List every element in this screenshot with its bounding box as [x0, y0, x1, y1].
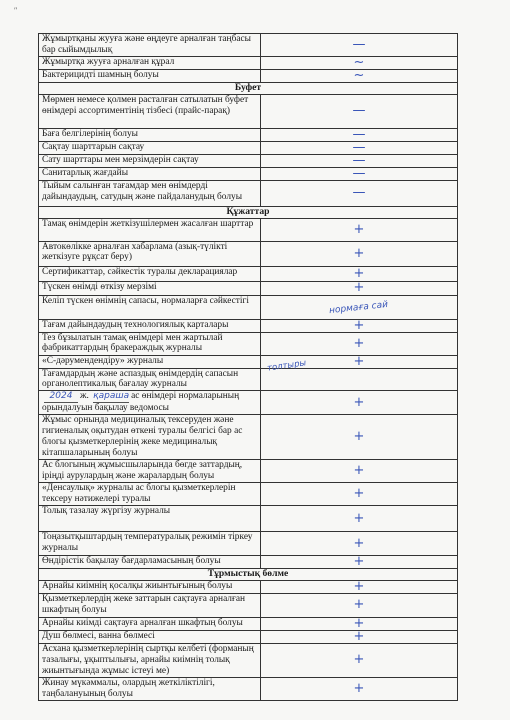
- answer-cell: [261, 319, 458, 332]
- answer-cell: [261, 332, 458, 355]
- requirement-cell: Жұмыртқаны жууға және өңдеуге арналған таңбасы бар сыйымдылық: [39, 34, 261, 57]
- requirement-cell: Тыйым салынған тағамдар мен өнімдерді дайындаудың, сатудың және пайдаланудың болуы: [39, 180, 261, 206]
- checklist-row: [39, 128, 458, 141]
- answer-cell: [261, 266, 458, 281]
- dash-mark: —: [352, 152, 366, 168]
- checklist-table: [38, 33, 458, 701]
- plus-mark: +: [353, 221, 365, 237]
- checklist-row: [39, 677, 458, 700]
- checklist-row: [39, 332, 458, 355]
- answer-cell: [261, 34, 458, 57]
- plus-mark: +: [353, 486, 365, 502]
- answer-cell: [261, 483, 458, 506]
- requirement-cell: Тоңазытқыштардың температуралық режимін тіркеу журналы: [39, 532, 261, 556]
- plus-mark: +: [353, 510, 365, 526]
- plus-mark: +: [353, 463, 365, 479]
- requirement-cell: Сақтау шарттарын сақтау: [39, 141, 261, 154]
- checklist-row: [39, 460, 458, 483]
- requirement-text: ж.: [80, 391, 89, 402]
- answer-cell: [261, 94, 458, 128]
- section-title: Тұрмыстық бөлме: [39, 569, 458, 581]
- plus-mark: +: [353, 317, 365, 333]
- dash-mark: —: [352, 103, 366, 119]
- requirement-cell: Толық тазалау жүргізу журналы: [39, 506, 261, 532]
- requirement-cell: Тағам дайындаудың технологиялық карталары: [39, 319, 261, 332]
- requirement-cell: Бактерицидті шамның болуы: [39, 70, 261, 83]
- dash-mark: —: [352, 126, 366, 142]
- plus-mark: +: [353, 245, 365, 261]
- answer-cell: [261, 281, 458, 295]
- answer-cell: [261, 241, 458, 266]
- checklist-row: [39, 154, 458, 167]
- handwritten-month: қараша: [93, 391, 130, 402]
- answer-cell: [261, 593, 458, 617]
- answer-cell: [261, 630, 458, 643]
- answer-cell: [261, 643, 458, 677]
- fill-in-blank: [44, 391, 78, 403]
- requirement-cell: Арнайы киімді сақтауға арналған шкафтың болуы: [39, 617, 261, 630]
- checklist-row: [39, 556, 458, 569]
- checklist-row: [39, 532, 458, 556]
- checklist-row: [39, 580, 458, 593]
- handwritten-note: толтыры: [266, 357, 307, 374]
- requirement-cell: Автокөлікке арналған хабарлама (азық-түлікті жеткізуге рұқсат беру): [39, 241, 261, 266]
- requirement-cell: Қызметкерлердің жеке заттарын сақтауға арналған шкафтың болуы: [39, 593, 261, 617]
- plus-mark: +: [353, 628, 365, 644]
- answer-cell: [261, 415, 458, 460]
- requirement-cell: Келіп түскен өнімнің сапасы, нормаларға сәйкестігі: [39, 295, 261, 319]
- checklist-row: [39, 167, 458, 180]
- checklist-row: [39, 180, 458, 206]
- requirement-cell: Өндірістік бақылау бағдарламасының болуы: [39, 556, 261, 569]
- answer-cell: [261, 460, 458, 483]
- handwritten-note: нормаға сай: [329, 299, 389, 316]
- checklist-body: [39, 34, 458, 701]
- requirement-cell: Жұмыртқа жууға арналған құрал: [39, 57, 261, 70]
- answer-cell: [261, 167, 458, 180]
- dash-mark: —: [352, 139, 366, 155]
- section-title: Буфет: [39, 83, 458, 95]
- checklist-row: [39, 94, 458, 128]
- requirement-cell: Тамақ өнімдерін жеткізушілермен жасалған шарттар: [39, 218, 261, 241]
- requirement-cell: Тағамдардың және аспаздық өнімдердің сапасын органолептикалық бағалау журналы: [39, 368, 261, 391]
- answer-cell: [261, 506, 458, 532]
- answer-cell: [261, 218, 458, 241]
- answer-cell: [261, 580, 458, 593]
- requirement-cell: Жұмыс орнында медициналық тексеруден және гигиеналық оқытудан өткені туралы белгісі бар ас блогы қызметкерлерінің жеке медициналық кітапшаларының болуы: [39, 415, 261, 460]
- plus-mark: +: [353, 597, 365, 613]
- checklist-row: [39, 141, 458, 154]
- plus-mark: +: [353, 280, 365, 296]
- checklist-row: [39, 57, 458, 70]
- requirement-cell: Душ бөлмесі, ванна бөлмесі: [39, 630, 261, 643]
- checklist-row: [39, 34, 458, 57]
- section-header: [39, 83, 458, 95]
- answer-cell: [261, 556, 458, 569]
- checklist-row: [39, 70, 458, 83]
- dash-mark: ~: [353, 68, 365, 83]
- requirement-cell: Сату шарттары мен мерзімдерін сақтау: [39, 154, 261, 167]
- requirement-cell: Сертификаттар, сәйкестік туралы декларациялар: [39, 266, 261, 281]
- checklist-row: [39, 241, 458, 266]
- requirement-cell: «С-дәрумендендіру» журналы: [39, 355, 261, 368]
- dash-mark: ~: [353, 55, 365, 70]
- answer-cell: [261, 357, 458, 391]
- requirement-cell: Түскен өнімді өткізу мерзімі: [39, 281, 261, 295]
- section-title: Құжаттар: [39, 206, 458, 218]
- requirement-cell: Санитарлық жағдайы: [39, 167, 261, 180]
- answer-cell: [261, 295, 458, 319]
- requirement-cell: Жинау мүкәммалы, олардың жеткіліктілігі, таңбалануының болуы: [39, 677, 261, 700]
- checklist-row: [39, 630, 458, 643]
- answer-cell: [261, 70, 458, 83]
- plus-mark: +: [353, 335, 365, 351]
- handwritten-year: 2024: [49, 391, 73, 402]
- plus-mark: +: [353, 353, 365, 369]
- dash-mark: —: [352, 185, 366, 201]
- plus-mark: +: [353, 554, 365, 570]
- requirement-cell: Тез бұзылатын тамақ өнімдері мен жартылай фабрикаттардың бракераждық журналы: [39, 332, 261, 355]
- answer-cell: [261, 391, 458, 415]
- requirement-cell: Арнайы киімнің қосалқы жиынтығының болуы: [39, 580, 261, 593]
- plus-mark: +: [353, 535, 365, 551]
- plus-mark: +: [353, 652, 365, 668]
- checklist-row: [39, 266, 458, 281]
- plus-mark: +: [353, 680, 365, 696]
- corner-mark: ″: [14, 6, 18, 15]
- answer-cell: [261, 532, 458, 556]
- requirement-cell: Асхана қызметкерлерінің сыртқы келбеті (форманың тазалығы, ұқыптылығы, арнайы киімнің толық жиынтығында жұмыс істеуі ме): [39, 643, 261, 677]
- dash-mark: —: [352, 165, 366, 181]
- dash-mark: —: [352, 37, 366, 52]
- requirement-cell: Мөрмен немесе қолмен расталған сатылатын буфет өнімдері ассортиментінің тізбесі (прайс-парақ): [39, 94, 261, 128]
- checklist-row: [39, 319, 458, 332]
- requirement-cell: [39, 391, 261, 415]
- checklist-row: [39, 295, 458, 319]
- requirement-cell: Ас блогының жұмысшыларында бөгде заттардың, іріңді аурулардың және жаралардың болуы: [39, 460, 261, 483]
- checklist-row: [39, 415, 458, 460]
- checklist-row: [39, 643, 458, 677]
- fill-in-blank: [93, 391, 129, 403]
- checklist-row: [39, 506, 458, 532]
- plus-mark: +: [353, 615, 365, 631]
- section-header: [39, 569, 458, 581]
- plus-mark: +: [353, 265, 365, 281]
- requirement-cell: Баға белгілерінің болуы: [39, 128, 261, 141]
- plus-mark: +: [353, 578, 365, 594]
- checklist-row: [39, 281, 458, 295]
- checklist-row: [39, 593, 458, 617]
- checklist-row: [39, 391, 458, 415]
- checklist-row: [39, 617, 458, 630]
- checklist-row: [39, 355, 458, 368]
- checklist-row: [39, 368, 458, 391]
- answer-cell: [261, 677, 458, 700]
- plus-mark: +: [353, 394, 365, 410]
- requirement-cell: «Денсаулық» журналы ас блогы қызметкерлерін тексеру нәтижелері туралы: [39, 483, 261, 506]
- section-header: [39, 206, 458, 218]
- plus-mark: +: [353, 429, 365, 445]
- checklist-row: [39, 483, 458, 506]
- checklist-row: [39, 218, 458, 241]
- answer-cell: [261, 180, 458, 206]
- requirement-text: ас өнімдері нормаларының орындалуын бақылау ведомосы: [42, 391, 240, 413]
